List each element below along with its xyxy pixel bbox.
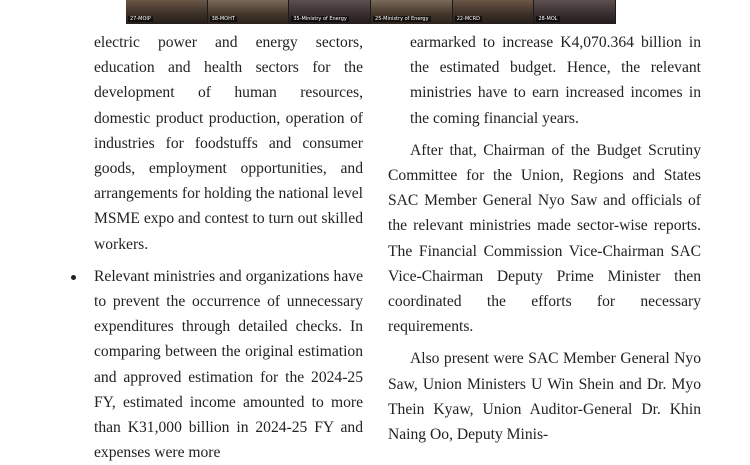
tile-label: 27-MOIP [130, 16, 151, 22]
right-paragraph: After that, Chairman of the Budget Scrutiny Committee for the Union, Regions and States SAC Member General Nyo Saw and officials of the relevant ministries made sector-wise reports. The Financial Commission Vice-Chairman SAC Vice-Chairman Deputy Prime Minister then coordinated the efforts for necessary requirements. [388, 141, 701, 336]
bullet-item [72, 264, 363, 465]
video-tile [534, 0, 616, 24]
tile-label: 28-MOL [538, 16, 558, 22]
right-column [388, 30, 701, 447]
tile-label: 38-MOHT [211, 16, 235, 22]
right-paragraph: Also present were SAC Member General Nyo Saw, Union Ministers U Win Shein and Dr. Myo Thein Kyaw, Union Auditor-General Dr. Khin Naing Oo, Deputy Minis- [388, 350, 701, 444]
meeting-photo-strip [126, 0, 616, 24]
left-paragraph: electric power and energy sectors, education and health sectors for the development of human resources, domestic product production, operation of industries for foodstuffs and consumer goods, employment opportunities, and arrangements for holding the national level MSME expo and contest to turn out skilled workers. [94, 34, 363, 253]
video-tile [208, 0, 290, 24]
tile-label: 25-Ministry of Energy [375, 16, 429, 22]
tile-label: 22-MCRD [456, 16, 480, 22]
video-tile [371, 0, 453, 24]
video-tile [126, 0, 208, 24]
video-tile [453, 0, 535, 24]
tile-label: 35-Ministry of Energy [293, 16, 347, 22]
left-column [72, 30, 363, 465]
bullet-text: Relevant ministries and organizations have to prevent the occurrence of unnecessary expenditures through detailed checks. In comparing between the original estimation and approved estimation for the 2024-25 FY, estimated income amounted to more than K31,000 billion in 2024-25 FY and expenses were more [94, 267, 363, 462]
right-paragraph: earmarked to increase K4,070.364 billion in the estimated budget. Hence, the relevant ministries have to earn increased incomes in the coming financial years. [410, 34, 701, 127]
bullet-icon [71, 275, 76, 280]
video-tile [289, 0, 371, 24]
